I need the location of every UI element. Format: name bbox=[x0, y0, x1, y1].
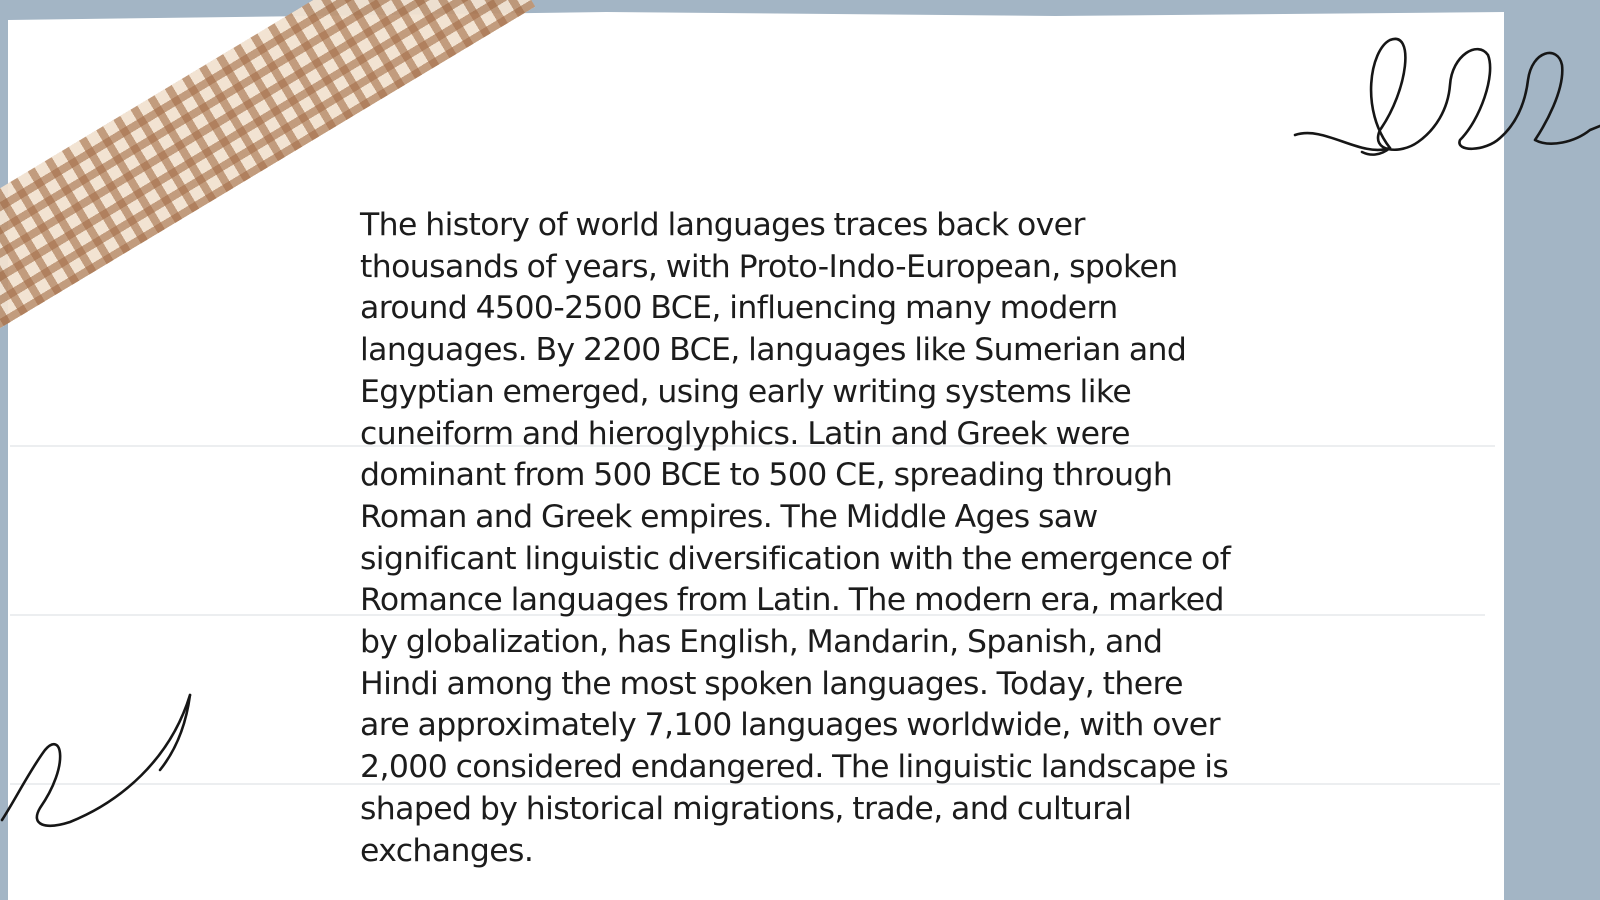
body-paragraph: The history of world languages traces back over thousands of years, with Proto-Indo-European, spoken around 4500-2500 BCE, influencing many modern languages. By 2200 BCE, languages like Sumerian and Egyptian emerged, using early writing systems like cuneiform and hieroglyphics. Latin and Greek were dominant from 500 BCE to 500 CE, spreading through Roman and Greek empires. The Middle Ages saw significant linguistic diversification with the emergence of Romance languages from Latin. The modern era, marked by globalization, has English, Mandarin, Spanish, and Hindi among the most spoken languages. Today, there are approximately 7,100 languages worldwide, with over 2,000 considered endangered. The linguistic landscape is shaped by historical migrations, trade, and cultural exchanges. bbox=[360, 207, 1231, 869]
top-right-loop-doodle bbox=[1290, 30, 1600, 170]
bottom-left-swoosh-doodle bbox=[0, 690, 200, 850]
